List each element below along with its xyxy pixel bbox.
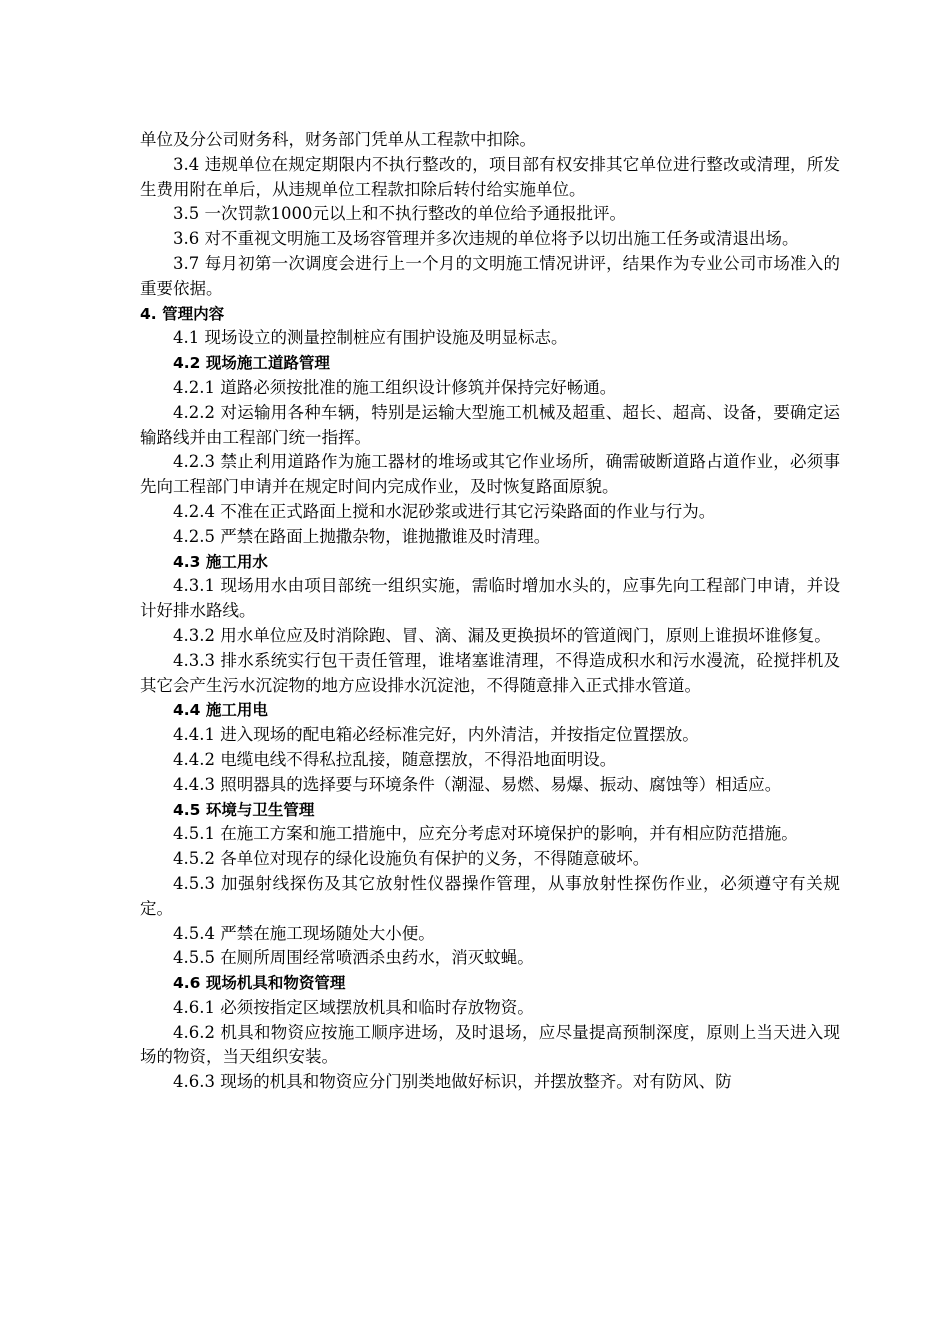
paragraph: 4.2.5 严禁在路面上抛撒杂物，谁抛撒谁及时清理。 [173, 526, 551, 546]
paragraph: 4.2.1 道路必须按批准的施工组织设计修筑并保持完好畅通。 [173, 377, 617, 397]
paragraph: 4.3.3 排水系统实行包干责任管理，谁堵塞谁清理，不得造成积水和污水漫流，砼搅拌机及其它会产生污水沉淀物的地方应设排水沉淀池，不得随意排入正式排水管道。 [140, 650, 840, 695]
paragraph: 4.5.3 加强射线探伤及其它放射性仪器操作管理，从事放射性探伤作业，必须遵守有关规定。 [140, 873, 840, 918]
paragraph: 4.2.2 对运输用各种车辆，特别是运输大型施工机械及超重、超长、超高、设备，要确定运输路线并由工程部门统一指挥。 [140, 402, 840, 447]
document-page [140, 128, 840, 1095]
subsection-heading: 4.6 现场机具和物资管理 [173, 974, 346, 993]
paragraph: 3.4 违规单位在规定期限内不执行整改的，项目部有权安排其它单位进行整改或清理，所发生费用附在单后，从违规单位工程款扣除后转付给实施单位。 [140, 154, 840, 199]
paragraph: 4.5.1 在施工方案和施工措施中，应充分考虑对环境保护的影响，并有相应防范措施。 [173, 824, 798, 844]
paragraph: 单位及分公司财务科，财务部门凭单从工程款中扣除。 [140, 130, 536, 149]
paragraph: 4.4.3 照明器具的选择要与环境条件（潮湿、易燃、易爆、振动、腐蚀等）相适应。 [173, 774, 782, 794]
paragraph: 4.3.1 现场用水由项目部统一组织实施，需临时增加水头的，应事先向工程部门申请，并设计好排水路线。 [140, 576, 840, 621]
paragraph: 4.6.1 必须按指定区域摆放机具和临时存放物资。 [173, 997, 534, 1017]
section-heading: 4. 管理内容 [140, 304, 225, 323]
paragraph: 4.6.3 现场的机具和物资应分门别类地做好标识，并摆放整齐。对有防风、防 [173, 1072, 732, 1092]
subsection-heading: 4.4 施工用电 [173, 701, 268, 720]
subsection-heading: 4.3 施工用水 [173, 552, 268, 571]
paragraph: 3.6 对不重视文明施工及场容管理并多次违规的单位将予以切出施工任务或清退出场。 [173, 229, 799, 249]
paragraph: 4.1 现场设立的测量控制桩应有围护设施及明显标志。 [173, 328, 568, 348]
paragraph: 4.5.2 各单位对现存的绿化设施负有保护的义务，不得随意破坏。 [173, 849, 650, 869]
paragraph: 4.4.1 进入现场的配电箱必经标准完好，内外清洁，并按指定位置摆放。 [173, 725, 699, 745]
paragraph: 3.7 每月初第一次调度会进行上一个月的文明施工情况讲评，结果作为专业公司市场准入的重要依据。 [140, 253, 840, 298]
paragraph: 4.5.4 严禁在施工现场随处大小便。 [173, 923, 435, 943]
paragraph: 4.2.3 禁止利用道路作为施工器材的堆场或其它作业场所，确需破断道路占道作业，必须事先向工程部门申请并在规定时间内完成作业，及时恢复路面原貌。 [140, 452, 840, 497]
paragraph: 3.5 一次罚款1000元以上和不执行整改的单位给予通报批评。 [173, 204, 626, 224]
paragraph: 4.2.4 不准在正式路面上搅和水泥砂浆或进行其它污染路面的作业与行为。 [173, 501, 716, 521]
paragraph: 4.6.2 机具和物资应按施工顺序进场，及时退场，应尽量提高预制深度，原则上当天进入现场的物资，当天组织安装。 [140, 1022, 840, 1067]
paragraph: 4.5.5 在厕所周围经常喷洒杀虫药水，消灭蚊蝇。 [173, 948, 534, 968]
paragraph: 4.3.2 用水单位应及时消除跑、冒、滴、漏及更换损坏的管道阀门，原则上谁损坏谁修复。 [173, 625, 831, 645]
subsection-heading: 4.2 现场施工道路管理 [173, 354, 330, 373]
subsection-heading: 4.5 环境与卫生管理 [173, 800, 315, 819]
paragraph: 4.4.2 电缆电线不得私拉乱接，随意摆放，不得沿地面明设。 [173, 749, 617, 769]
